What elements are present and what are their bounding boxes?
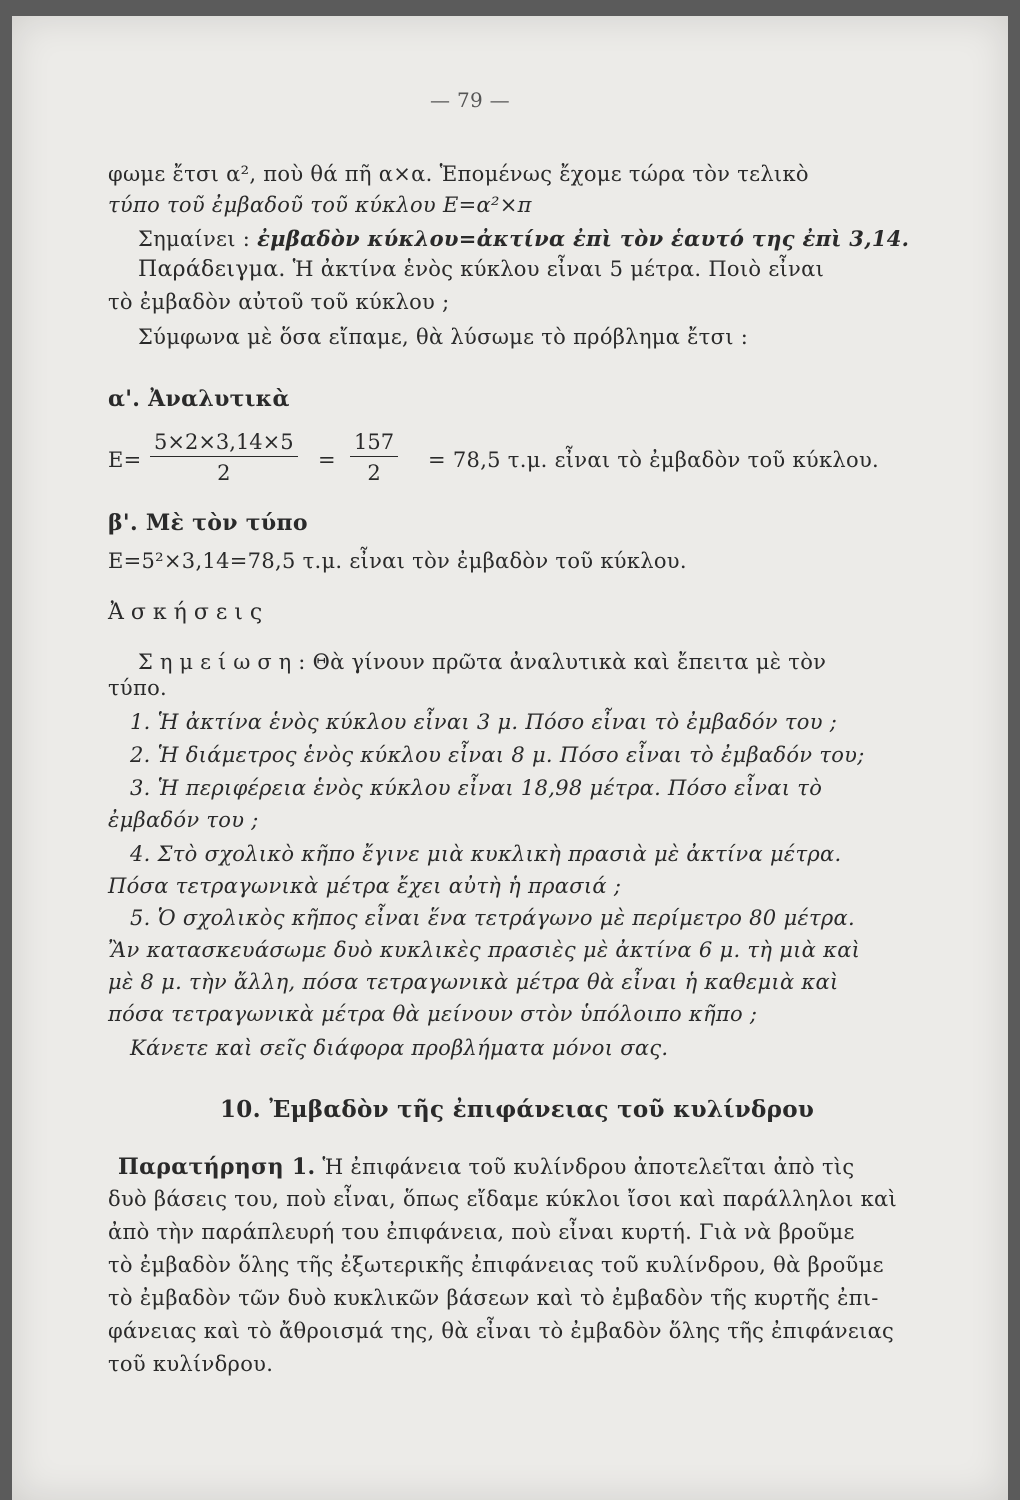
- note-line: τύπο.: [108, 676, 168, 700]
- paragraph-line: ἀπὸ τὴν παράπλευρή του ἐπιφάνεια, ποὺ εἶναι κυρτή. Γιὰ νὰ βροῦμε: [108, 1220, 855, 1244]
- text-span: Ἡ ἀκτίνα ἑνὸς κύκλου εἶναι 5 μέτρα. Ποιὸ εἶναι: [285, 257, 825, 281]
- fraction-denominator: 2: [217, 461, 231, 485]
- paragraph-line: φάνειας καὶ τὸ ἄθροισμά της, θὰ εἶναι τὸ ἐμβαδὸν ὅλης τῆς ἐπιφάνειας: [108, 1319, 895, 1343]
- section-title: 10. Ἐμβαδὸν τῆς ἐπιφάνειας τοῦ κυλίνδρου: [220, 1096, 815, 1123]
- fraction-2: [350, 430, 398, 485]
- note-text: : Θὰ γίνουν πρῶτα ἀναλυτικὰ καὶ ἔπειτα μὲ τὸν: [298, 650, 827, 674]
- exercise-line: 4. Στὸ σχολικὸ κῆπο ἔγινε μιὰ κυκλικὴ πρασιὰ μὲ ἀκτίνα μέτρα.: [130, 842, 842, 866]
- heading-formula: β'. Μὲ τὸν τύπο: [108, 510, 308, 536]
- observation-label: Παρατήρηση 1.: [118, 1154, 316, 1180]
- exercise-line: Πόσα τετραγωνικὰ μέτρα ἔχει αὐτὴ ἡ πρασιά ;: [108, 874, 622, 898]
- fraction-1: [150, 430, 298, 485]
- text-span: ἐμβαδὸν κύκλου=ἀκτίνα ἐπὶ τὸν ἑαυτό της ἐπὶ 3,14.: [257, 226, 910, 251]
- note-label: Σημείωση: [138, 650, 299, 674]
- example-label: Παράδειγμα.: [138, 257, 286, 282]
- equation-rhs: = 78,5 τ.μ. εἶναι τὸ ἐμβαδὸν τοῦ κύκλου.: [428, 448, 879, 472]
- note-line: [138, 650, 826, 674]
- text-line: τὸ ἐμβαδὸν αὐτοῦ τοῦ κύκλου ;: [108, 290, 450, 314]
- page-number: — 79 —: [430, 88, 510, 112]
- exercise-line: Ἂν κατασκευάσωμε δυὸ κυκλικὲς πρασιὲς μὲ ἀκτίνα 6 μ. τὴ μιὰ καὶ: [108, 938, 861, 962]
- exercise-line: πόσα τετραγωνικὰ μέτρα θὰ μείνουν στὸν ὑπόλοιπο κῆπο ;: [108, 1002, 758, 1026]
- exercise-line: 1. Ἡ ἀκτίνα ἑνὸς κύκλου εἶναι 3 μ. Πόσο εἶναι τὸ ἐμβαδόν του ;: [130, 710, 838, 734]
- paragraph-line: [118, 1154, 855, 1180]
- text-span: Σημαίνει :: [138, 227, 258, 251]
- exercise-line: ἐμβαδόν του ;: [108, 808, 259, 832]
- paragraph-line: τοῦ κυλίνδρου.: [108, 1352, 274, 1376]
- paragraph-line: δυὸ βάσεις του, ποὺ εἶναι, ὅπως εἴδαμε κύκλοι ἴσοι καὶ παράλληλοι καὶ: [108, 1187, 898, 1211]
- formula-line: Ε=5²×3,14=78,5 τ.μ. εἶναι τὸν ἐμβαδὸν τοῦ κύκλου.: [108, 549, 687, 573]
- fraction-denominator: 2: [367, 461, 381, 485]
- equation-lhs: Ε=: [108, 448, 142, 472]
- text-line: [138, 257, 824, 282]
- exercise-line: 5. Ὁ σχολικὸς κῆπος εἶναι ἕνα τετράγωνο μὲ περίμετρο 80 μέτρα.: [130, 906, 855, 930]
- paragraph-line: τὸ ἐμβαδὸν τῶν δυὸ κυκλικῶν βάσεων καὶ τὸ ἐμβαδὸν τῆς κυρτῆς ἐπι-: [108, 1286, 879, 1310]
- exercise-line: Κάνετε καὶ σεῖς διάφορα προβλήματα μόνοι σας.: [130, 1036, 669, 1060]
- exercise-line: 3. Ἡ περιφέρεια ἑνὸς κύκλου εἶναι 18,98 μέτρα. Πόσο εἶναι τὸ: [130, 776, 823, 800]
- fraction-numerator: 157: [350, 430, 398, 457]
- text-line: [138, 226, 909, 251]
- exercise-line: μὲ 8 μ. τὴν ἄλλη, πόσα τετραγωνικὰ μέτρα θὰ εἶναι ἡ καθεμιὰ καὶ: [108, 970, 839, 994]
- text-line: Σύμφωνα μὲ ὅσα εἴπαμε, θὰ λύσωμε τὸ πρόβλημα ἔτσι :: [138, 325, 749, 349]
- equals-sign: =: [318, 448, 336, 472]
- text-line: φωμε ἔτσι α², ποὺ θά πῆ α×α. Ἑπομένως ἔχομε τώρα τὸν τελικὸ: [108, 162, 809, 186]
- text-line: τύπο τοῦ ἐμβαδοῦ τοῦ κύκλου Ε=α²×π: [108, 193, 532, 217]
- exercise-line: 2. Ἡ διάμετρος ἑνὸς κύκλου εἶναι 8 μ. Πόσο εἶναι τὸ ἐμβαδόν του;: [130, 743, 865, 767]
- text-span: Ἡ ἐπιφάνεια τοῦ κυλίνδρου ἀποτελεῖται ἀπὸ τὶς: [315, 1155, 855, 1179]
- heading-analytic: α'. Ἀναλυτικὰ: [108, 386, 290, 412]
- paragraph-line: τὸ ἐμβαδὸν ὅλης τῆς ἐξωτερικῆς ἐπιφάνειας τοῦ κυλίνδρου, θὰ βροῦμε: [108, 1253, 884, 1277]
- heading-exercises: Ἀσκήσεις: [108, 600, 270, 625]
- fraction-numerator: 5×2×3,14×5: [150, 430, 298, 457]
